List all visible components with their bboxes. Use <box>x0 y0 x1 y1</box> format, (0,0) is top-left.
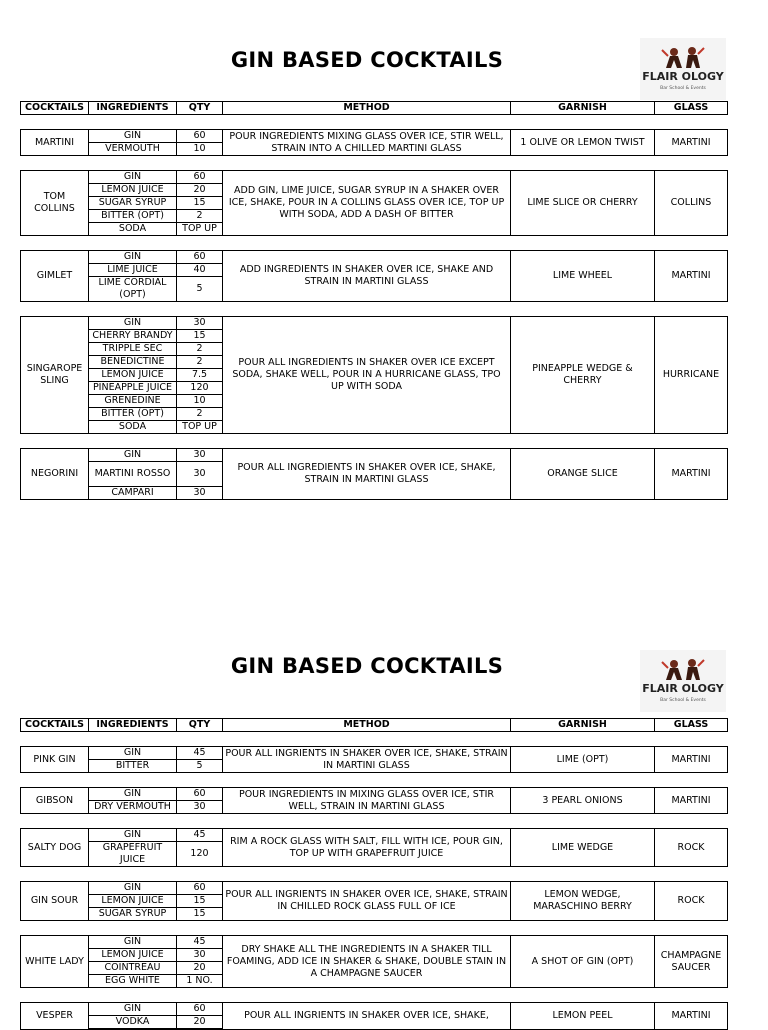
flairology-logo <box>640 650 726 712</box>
table-row <box>21 317 728 330</box>
glass: MARTINI <box>655 251 728 302</box>
table-row <box>21 171 728 184</box>
ingredient <box>89 1029 177 1030</box>
cocktail-name: SALTY DOG <box>21 829 89 867</box>
quantity: TOP UP <box>177 421 223 434</box>
garnish: PINEAPPLE WEDGE & CHERRY <box>511 317 655 434</box>
cocktail-name: WHITE LADY <box>21 936 89 988</box>
method: DRY SHAKE ALL THE INGREDIENTS IN A SHAKER TILL FOAMING, ADD ICE IN SHAKER & SHAKE, DOUBLE STAIN IN A CHAMPAGNE SAUCER <box>223 936 511 988</box>
page-title: GIN BASED COCKTAILS <box>230 48 504 72</box>
ingredient: VODKA <box>89 1016 177 1029</box>
header-qty: QTY <box>177 719 223 732</box>
quantity: 30 <box>177 801 223 814</box>
glass: MARTINI <box>655 1003 728 1030</box>
garnish: LEMON PEEL <box>511 1003 655 1030</box>
ingredient: GIN <box>89 130 177 143</box>
quantity: 60 <box>177 788 223 801</box>
method: POUR ALL INGRIENTS IN SHAKER OVER ICE, SHAKE, STRAIN IN MARTINI GLASS <box>223 747 511 773</box>
quantity: 15 <box>177 197 223 210</box>
ingredient: BITTER <box>89 760 177 773</box>
flairology-logo-icon <box>640 650 726 712</box>
quantity: 10 <box>177 395 223 408</box>
quantity: 20 <box>177 1016 223 1029</box>
quantity: 7.5 <box>177 369 223 382</box>
quantity: 10 <box>177 143 223 156</box>
quantity: 5 <box>177 277 223 302</box>
cocktail-name: TOM COLLINS <box>21 171 89 236</box>
header-qty: QTY <box>177 102 223 115</box>
method: ADD INGREDIENTS IN SHAKER OVER ICE, SHAKE AND STRAIN IN MARTINI GLASS <box>223 251 511 302</box>
ingredient: GIN <box>89 788 177 801</box>
ingredient: GRENEDINE <box>89 395 177 408</box>
garnish: LIME (OPT) <box>511 747 655 773</box>
quantity: 1 NO. <box>177 975 223 988</box>
header-ingredients: INGREDIENTS <box>89 719 177 732</box>
method: POUR INGREDIENTS MIXING GLASS OVER ICE, STIR WELL, STRAIN INTO A CHILLED MARTINI GLASS <box>223 130 511 156</box>
quantity: 2 <box>177 343 223 356</box>
garnish: LIME WEDGE <box>511 829 655 867</box>
ingredient: BITTER (OPT) <box>89 408 177 421</box>
quantity: 30 <box>177 487 223 500</box>
ingredient: SODA <box>89 223 177 236</box>
ingredient: MARTINI ROSSO <box>89 462 177 487</box>
header-method: METHOD <box>223 102 511 115</box>
ingredient: LEMON JUICE <box>89 895 177 908</box>
glass: MARTINI <box>655 747 728 773</box>
cocktail-name: SINGAROPE SLING <box>21 317 89 434</box>
quantity: 15 <box>177 908 223 921</box>
quantity: 60 <box>177 882 223 895</box>
ingredient: DRY VERMOUTH <box>89 801 177 814</box>
cocktail-name: GIBSON <box>21 788 89 814</box>
header-garnish: GARNISH <box>511 719 655 732</box>
ingredient: GIN <box>89 317 177 330</box>
garnish: ORANGE SLICE <box>511 449 655 500</box>
quantity: 15 <box>177 895 223 908</box>
glass: MARTINI <box>655 449 728 500</box>
ingredient: SODA <box>89 421 177 434</box>
method: POUR INGREDIENTS IN MIXING GLASS OVER ICE, STIR WELL, STRAIN IN MARTINI GLASS <box>223 788 511 814</box>
header-glass: GLASS <box>655 719 728 732</box>
ingredient: PINEAPPLE JUICE <box>89 382 177 395</box>
ingredient: LEMON JUICE <box>89 369 177 382</box>
ingredient: BITTER (OPT) <box>89 210 177 223</box>
quantity: 60 <box>177 251 223 264</box>
quantity: 45 <box>177 747 223 760</box>
quantity: 2 <box>177 210 223 223</box>
header-ingredients: INGREDIENTS <box>89 102 177 115</box>
method: POUR ALL INGREDIENTS IN SHAKER OVER ICE EXCEPT SODA, SHAKE WELL, POUR IN A HURRICANE GLASS, TPO UP WITH SODA <box>223 317 511 434</box>
table-row <box>21 829 728 842</box>
quantity: 120 <box>177 842 223 867</box>
glass: COLLINS <box>655 171 728 236</box>
ingredient: TRIPPLE SEC <box>89 343 177 356</box>
cocktail-name: NEGORINI <box>21 449 89 500</box>
method: ADD GIN, LIME JUICE, SUGAR SYRUP IN A SHAKER OVER ICE, SHAKE, POUR IN A COLLINS GLASS OVER ICE, TOP UP WITH SODA, ADD A DASH OF BITTER <box>223 171 511 236</box>
garnish: 1 OLIVE OR LEMON TWIST <box>511 130 655 156</box>
header-garnish: GARNISH <box>511 102 655 115</box>
garnish: LEMON WEDGE, MARASCHINO BERRY <box>511 882 655 921</box>
quantity: 20 <box>177 962 223 975</box>
ingredient: GIN <box>89 251 177 264</box>
logo-tagline: Bar School & Events <box>660 698 706 703</box>
ingredient: GRAPEFRUIT JUICE <box>89 842 177 867</box>
quantity: 30 <box>177 949 223 962</box>
ingredient: LIME JUICE <box>89 264 177 277</box>
glass: MARTINI <box>655 788 728 814</box>
table-row <box>21 449 728 462</box>
quantity: 60 <box>177 1003 223 1016</box>
quantity <box>177 1029 223 1030</box>
method: POUR ALL INGRIENTS IN SHAKER OVER ICE, SHAKE, <box>223 1003 511 1030</box>
cocktail-name: PINK GIN <box>21 747 89 773</box>
glass: HURRICANE <box>655 317 728 434</box>
glass: CHAMPAGNE SAUCER <box>655 936 728 988</box>
quantity: 20 <box>177 184 223 197</box>
header-method: METHOD <box>223 719 511 732</box>
cocktail-name: VESPER <box>21 1003 89 1030</box>
ingredient: GIN <box>89 882 177 895</box>
ingredient: COINTREAU <box>89 962 177 975</box>
ingredient: CAMPARI <box>89 487 177 500</box>
ingredient: EGG WHITE <box>89 975 177 988</box>
garnish: LIME WHEEL <box>511 251 655 302</box>
ingredient: SUGAR SYRUP <box>89 908 177 921</box>
flairology-logo-icon <box>640 38 726 100</box>
quantity: 2 <box>177 356 223 369</box>
quantity: 30 <box>177 449 223 462</box>
quantity: 30 <box>177 317 223 330</box>
method: POUR ALL INGRIENTS IN SHAKER OVER ICE, SHAKE, STRAIN IN CHILLED ROCK GLASS FULL OF ICE <box>223 882 511 921</box>
table-header-row <box>21 719 728 732</box>
quantity: 45 <box>177 829 223 842</box>
quantity: 15 <box>177 330 223 343</box>
table-row <box>21 788 728 801</box>
garnish: A SHOT OF GIN (OPT) <box>511 936 655 988</box>
method: RIM A ROCK GLASS WITH SALT, FILL WITH ICE, POUR GIN, TOP UP WITH GRAPEFRUIT JUICE <box>223 829 511 867</box>
ingredient: BENEDICTINE <box>89 356 177 369</box>
glass: ROCK <box>655 882 728 921</box>
header-cocktails: COCKTAILS <box>21 719 89 732</box>
logo-tagline: Bar School & Events <box>660 86 706 91</box>
quantity: 45 <box>177 936 223 949</box>
quantity: 40 <box>177 264 223 277</box>
ingredient: GIN <box>89 747 177 760</box>
table-row <box>21 747 728 760</box>
table-row <box>21 882 728 895</box>
glass: MARTINI <box>655 130 728 156</box>
quantity: 120 <box>177 382 223 395</box>
header-glass: GLASS <box>655 102 728 115</box>
logo-wordmark: FLAIR OLOGY <box>642 682 724 695</box>
quantity: 30 <box>177 462 223 487</box>
ingredient: SUGAR SYRUP <box>89 197 177 210</box>
method: POUR ALL INGREDIENTS IN SHAKER OVER ICE, SHAKE, STRAIN IN MARTINI GLASS <box>223 449 511 500</box>
cocktail-table <box>20 101 728 500</box>
table-row <box>21 251 728 264</box>
ingredient: GIN <box>89 1003 177 1016</box>
page-title: GIN BASED COCKTAILS <box>230 654 504 678</box>
ingredient: LIME CORDIAL (OPT) <box>89 277 177 302</box>
cocktail-table <box>20 718 728 1030</box>
ingredient: GIN <box>89 829 177 842</box>
flairology-logo <box>640 38 726 100</box>
quantity: 2 <box>177 408 223 421</box>
header-cocktails: COCKTAILS <box>21 102 89 115</box>
ingredient: GIN <box>89 171 177 184</box>
cocktail-name: GIMLET <box>21 251 89 302</box>
ingredient: CHERRY BRANDY <box>89 330 177 343</box>
quantity: 60 <box>177 130 223 143</box>
table-row <box>21 130 728 143</box>
quantity: 60 <box>177 171 223 184</box>
logo-wordmark: FLAIR OLOGY <box>642 70 724 83</box>
garnish: 3 PEARL ONIONS <box>511 788 655 814</box>
ingredient: GIN <box>89 449 177 462</box>
garnish: LIME SLICE OR CHERRY <box>511 171 655 236</box>
table-row <box>21 1003 728 1016</box>
quantity: 5 <box>177 760 223 773</box>
cocktail-name: MARTINI <box>21 130 89 156</box>
table-row <box>21 936 728 949</box>
glass: ROCK <box>655 829 728 867</box>
quantity: TOP UP <box>177 223 223 236</box>
table-header-row <box>21 102 728 115</box>
ingredient: LEMON JUICE <box>89 949 177 962</box>
ingredient: VERMOUTH <box>89 143 177 156</box>
ingredient: GIN <box>89 936 177 949</box>
ingredient: LEMON JUICE <box>89 184 177 197</box>
cocktail-name: GIN SOUR <box>21 882 89 921</box>
